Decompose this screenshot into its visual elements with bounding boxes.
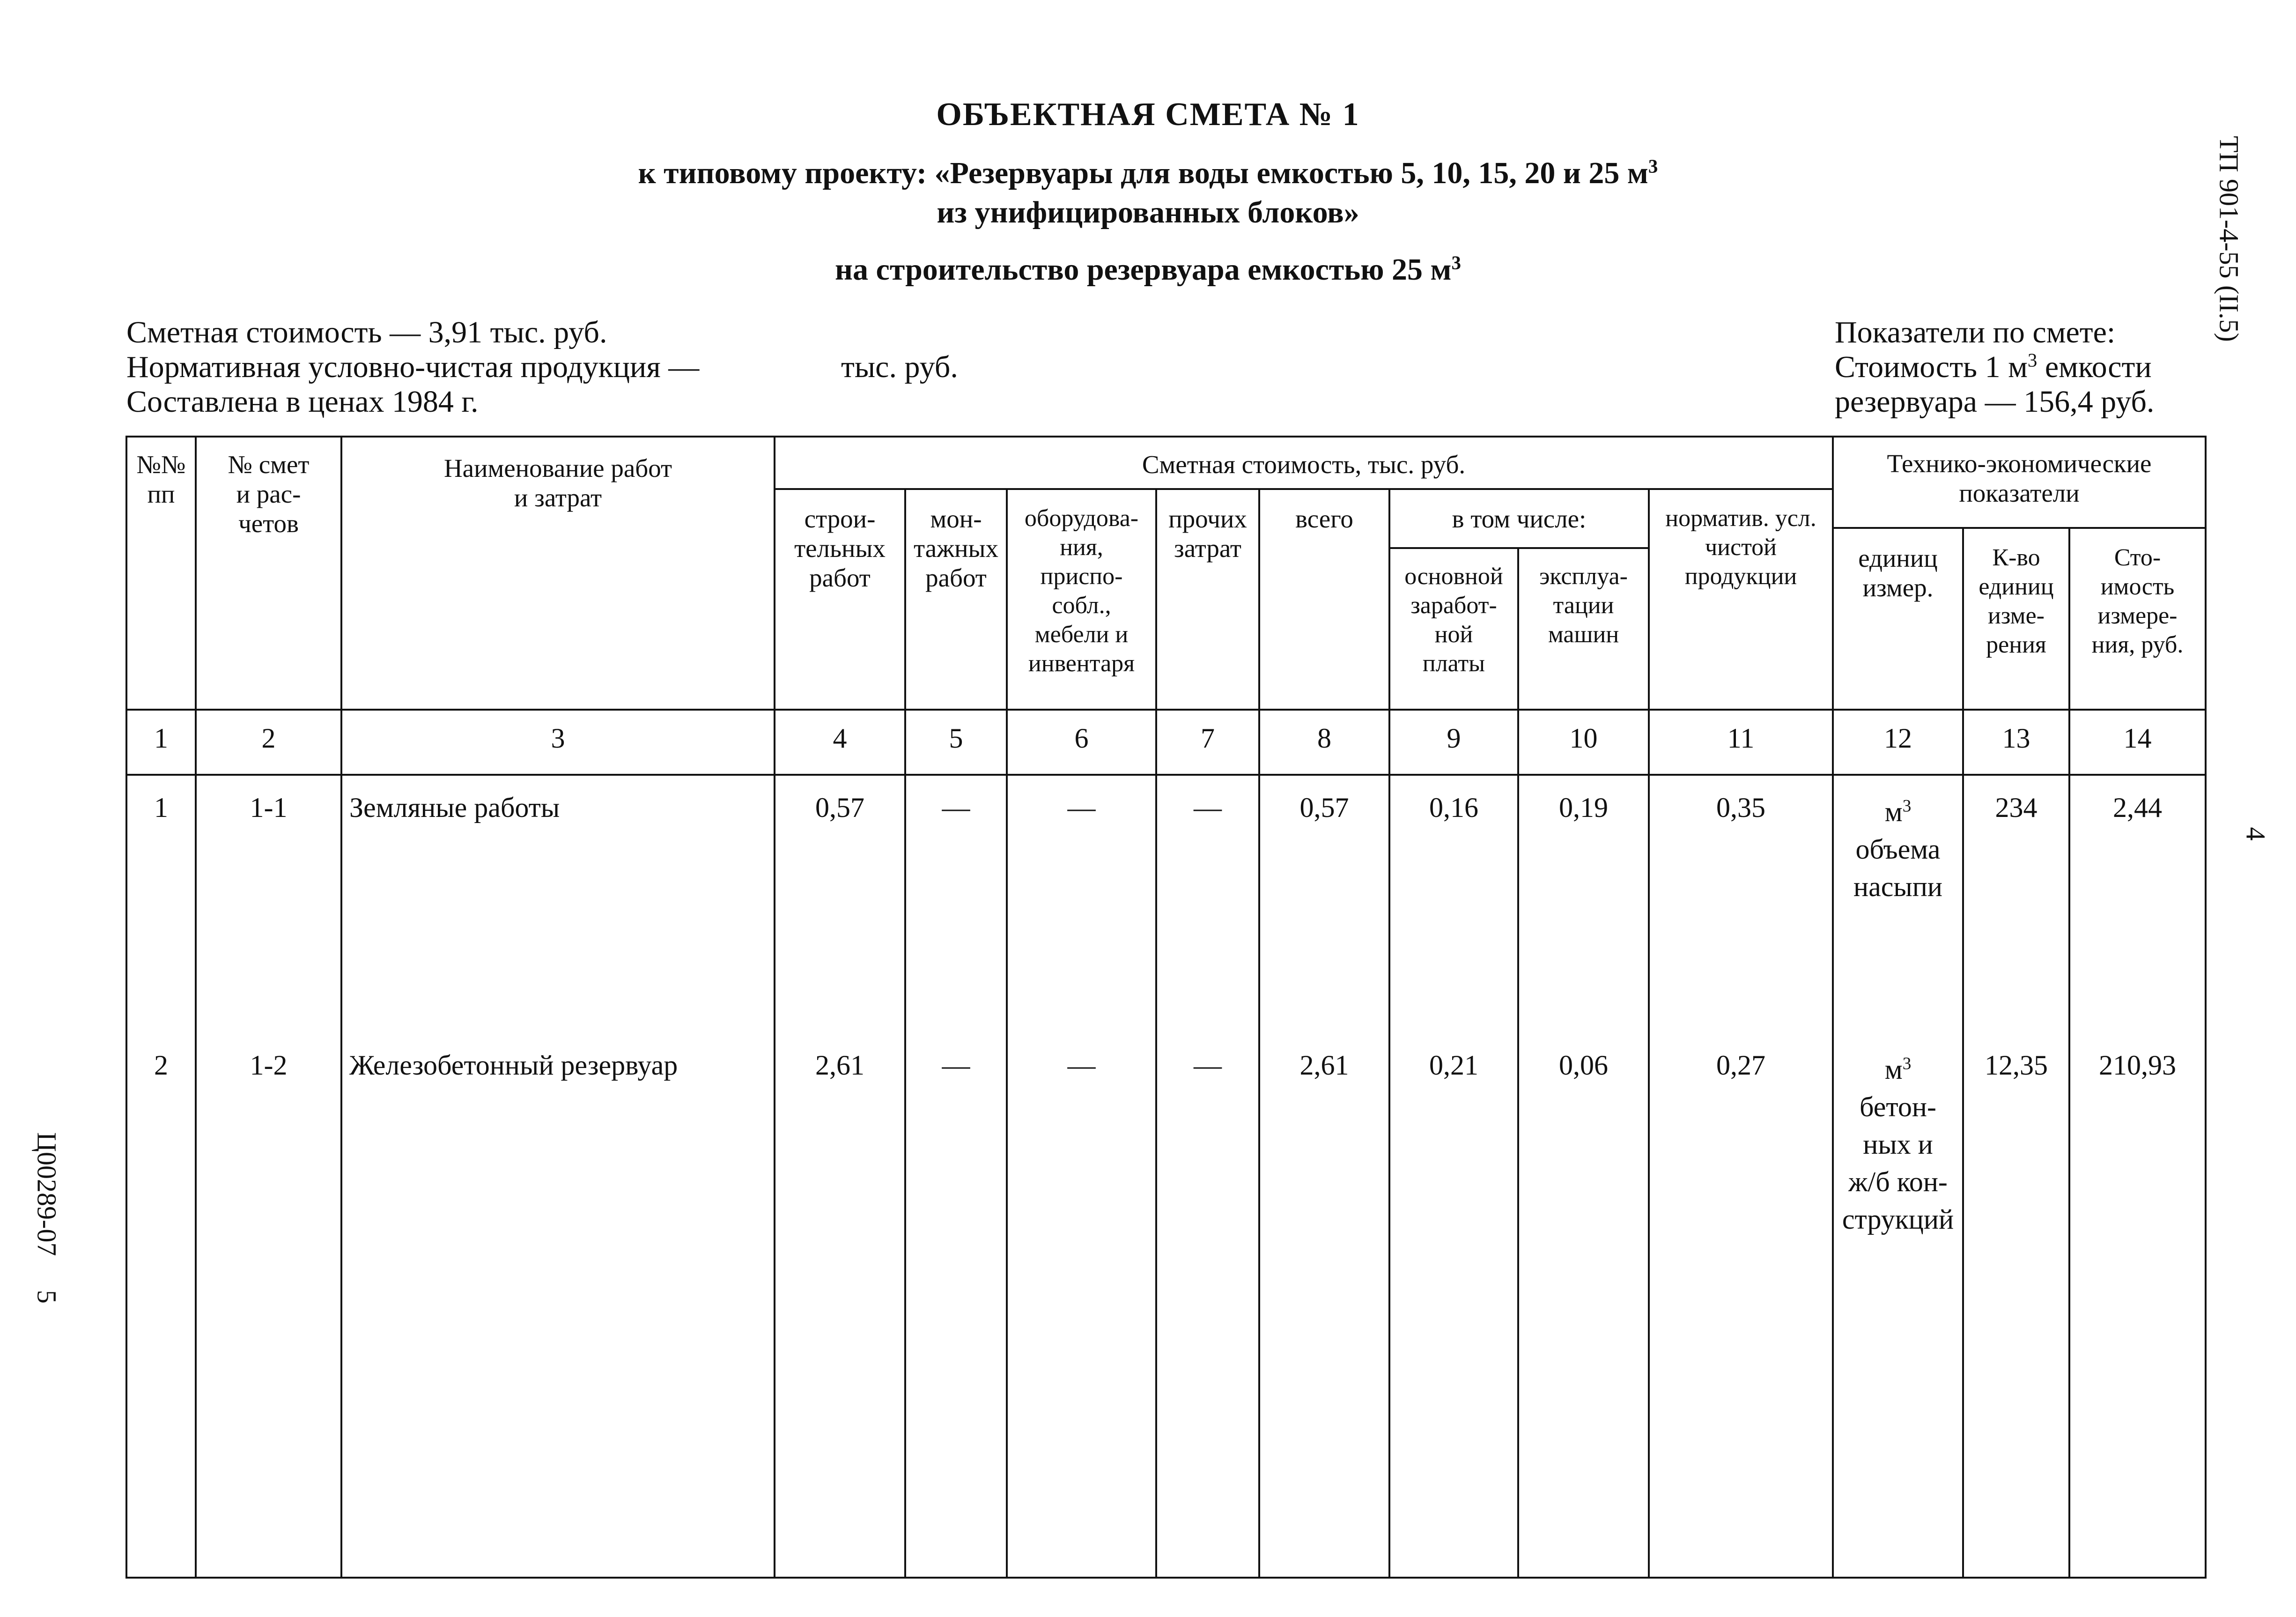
row1-net: 0,35: [1716, 792, 1765, 823]
header-col5: мон- тажных работ: [913, 504, 998, 592]
colnum-10: 10: [1569, 723, 1598, 754]
indicators-unit-cost-suffix: емкости: [2037, 350, 2152, 384]
table-border-left: [126, 436, 127, 1579]
indicators-unit-cost-sup: 3: [2027, 349, 2038, 371]
side-archive-page: 5: [31, 1290, 62, 1304]
colnum-9: 9: [1447, 723, 1461, 754]
row2-construction: 2,61: [815, 1050, 864, 1081]
colnum-8: 8: [1317, 723, 1331, 754]
header-col10: эксплуа- тации машин: [1539, 563, 1628, 648]
table-header-divider: [774, 488, 1834, 490]
row2-qty: 12,35: [1985, 1050, 2048, 1081]
colnum-2: 2: [261, 723, 276, 754]
header-group-tech: Технико-экономические показатели: [1887, 449, 2152, 507]
row2-unit-rest: бетон- ных и ж/б кон- струкций: [1842, 1091, 1954, 1235]
header-col13: К-во единиц изме- рения: [1979, 544, 2054, 658]
row2-unit-sup: 3: [1902, 1054, 1912, 1074]
table-col-divider: [1258, 488, 1260, 1579]
header-col3: Наименование работ и затрат: [443, 454, 672, 512]
row1-other: —: [1194, 792, 1222, 823]
project-subtitle-line2: из унифицированных блоков»: [937, 195, 1359, 230]
project-subtitle-line1: к типовому проекту: «Резервуары для воды емкостью 5, 10, 15, 20 и 25 м: [638, 156, 1648, 190]
table-header-divider: [1832, 527, 2207, 529]
colnum-13: 13: [2002, 723, 2030, 754]
table-colnum-bottom: [126, 774, 2207, 776]
row2-n: 2: [154, 1050, 168, 1081]
colnum-14: 14: [2123, 723, 2152, 754]
header-col8: всего: [1295, 504, 1353, 533]
row1-construction: 0,57: [815, 792, 864, 823]
table-header-bottom: [126, 709, 2207, 711]
table-col-divider: [774, 436, 775, 1579]
header-col6: оборудова- ния, приспо- собл., мебели и инвентаря: [1024, 505, 1139, 677]
header-group-incl: в том числе:: [1452, 504, 1587, 533]
table-col-divider: [195, 436, 197, 1579]
side-page-number: 4: [2240, 827, 2271, 841]
row1-total: 0,57: [1299, 792, 1349, 823]
header-col12: единиц измер.: [1858, 544, 1938, 602]
project-subtitle-sup: 3: [1648, 156, 1658, 177]
header-group-cost: Сметная стоимость, тыс. руб.: [1142, 450, 1466, 479]
row1-qty: 234: [1995, 792, 2038, 823]
construction-subtitle-sup: 3: [1451, 252, 1461, 274]
row2-net: 0,27: [1716, 1050, 1765, 1081]
document-title: ОБЪЕКТНАЯ СМЕТА № 1: [936, 96, 1360, 133]
net-product-unit: тыс. руб.: [841, 350, 958, 384]
row1-n: 1: [154, 792, 168, 823]
side-archive-code-text: Ц00289-07: [31, 1132, 62, 1256]
row2-unit-cost: 210,93: [2099, 1050, 2176, 1081]
row2-total: 2,61: [1299, 1050, 1349, 1081]
table-col-divider: [1155, 488, 1157, 1579]
header-col2: № смет и рас- четов: [228, 450, 310, 538]
row2-other: —: [1194, 1050, 1222, 1081]
table-header-divider: [1388, 547, 1650, 549]
row2-wages: 0,21: [1429, 1050, 1478, 1081]
indicators-heading: Показатели по смете:: [1835, 315, 2116, 349]
colnum-12: 12: [1884, 723, 1912, 754]
colnum-5: 5: [949, 723, 963, 754]
row2-machines: 0,06: [1559, 1050, 1608, 1081]
colnum-1: 1: [154, 723, 168, 754]
header-col11: норматив. усл. чистой продукции: [1665, 505, 1816, 590]
colnum-7: 7: [1201, 723, 1215, 754]
row1-unit-main: м: [1884, 796, 1903, 827]
side-doc-code: ТП 901-4-55 (II.5): [2214, 136, 2244, 342]
row1-unit-cost: 2,44: [2113, 792, 2162, 823]
header-col1: №№ пп: [136, 450, 186, 508]
header-col14: Сто- имость измере- ния, руб.: [2091, 544, 2184, 658]
row2-unit: [1834, 1051, 1962, 1238]
row1-unit-sup: 3: [1902, 796, 1912, 816]
row1-name: Земляные работы: [349, 792, 560, 823]
colnum-6: 6: [1074, 723, 1089, 754]
table-col-divider: [1832, 436, 1834, 1579]
table-col-divider: [1648, 488, 1650, 1579]
row1-unit-rest: объема насыпи: [1853, 834, 1942, 902]
row2-estimate: 1-2: [250, 1050, 288, 1081]
row1-machines: 0,19: [1559, 792, 1608, 823]
estimate-cost: Сметная стоимость — 3,91 тыс. руб.: [126, 315, 607, 349]
construction-subtitle-text: на строительство резервуара емкостью 25 м: [835, 252, 1452, 287]
row2-unit-main: м: [1884, 1054, 1903, 1085]
table-col-divider: [904, 488, 906, 1579]
colnum-11: 11: [1727, 723, 1755, 754]
row1-unit: [1834, 793, 1962, 905]
colnum-4: 4: [833, 723, 847, 754]
colnum-3: 3: [551, 723, 565, 754]
header-col4: строи- тельных работ: [794, 504, 886, 592]
estimate-net-product: Нормативная условно-чистая продукция —: [126, 350, 700, 384]
table-border-top: [126, 436, 2207, 438]
estimate-prices-year: Составлена в ценах 1984 г.: [126, 385, 479, 419]
header-col9: основной заработ- ной платы: [1404, 563, 1503, 677]
row2-equipment: —: [1067, 1050, 1096, 1081]
row2-installation: —: [942, 1050, 970, 1081]
table-border-bottom: [126, 1577, 2207, 1579]
indicators-unit-cost-prefix: Стоимость 1 м: [1835, 350, 2028, 384]
header-col7: прочих затрат: [1168, 504, 1247, 563]
row1-installation: —: [942, 792, 970, 823]
table-col-divider: [340, 436, 342, 1579]
row1-equipment: —: [1067, 792, 1096, 823]
row1-wages: 0,16: [1429, 792, 1478, 823]
row2-name: Железобетонный резервуар: [349, 1050, 678, 1081]
row1-estimate: 1-1: [250, 792, 288, 823]
indicators-reservoir-cost: резервуара — 156,4 руб.: [1835, 385, 2155, 419]
table-border-right: [2205, 436, 2207, 1579]
